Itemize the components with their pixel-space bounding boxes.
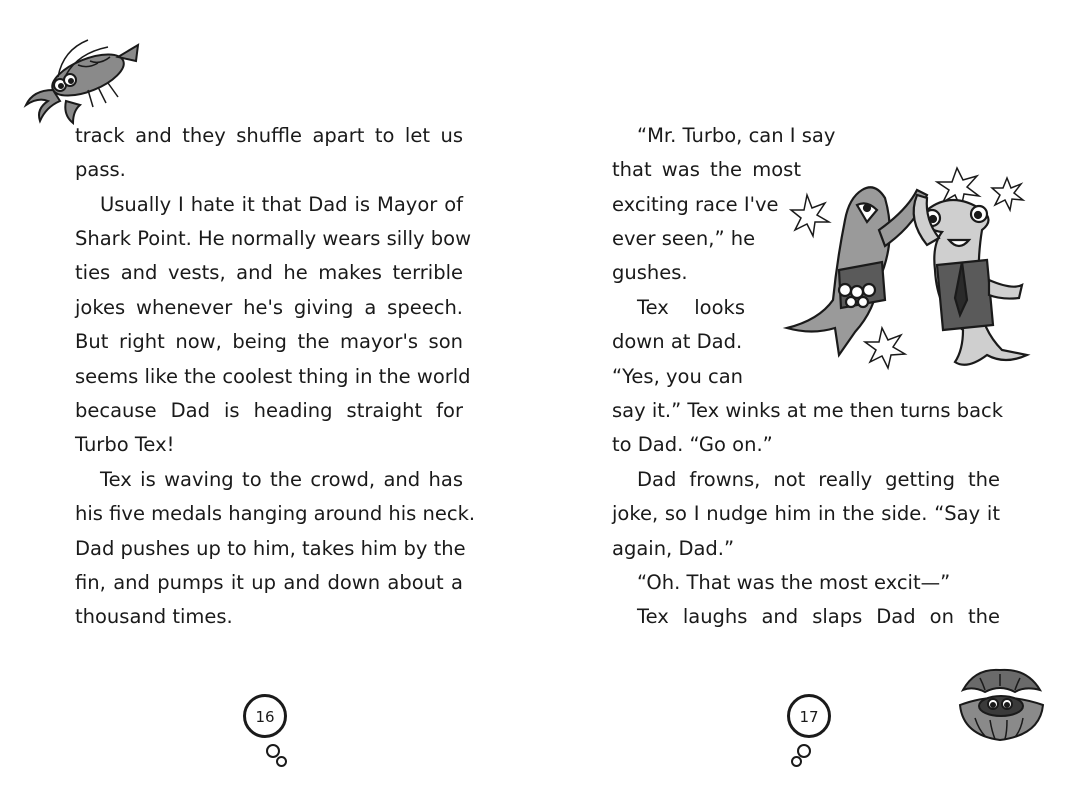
bubble-icon [791,756,802,767]
text-line: Usually I hate it that Dad is Mayor of [100,193,463,216]
starburst-icon [865,328,905,368]
text-line: pass. [75,158,126,181]
page-number: 16 [255,708,275,726]
text-line: Dad frowns, not really getting the [637,468,1000,491]
page-number-bubble [787,694,831,738]
text-line: ties and vests, and he makes terrible [75,261,463,284]
text-line: because Dad is heading straight for [75,399,463,422]
lobster-icon [18,35,143,125]
left-page [0,0,537,800]
text-line: say it.” Tex winks at me then turns back [612,399,1004,422]
text-line: to Dad. “Go on.” [612,433,773,456]
text-line: joke, so I nudge him in the side. “Say it [612,502,1000,525]
text-line: Shark Point. He normally wears silly bow [75,227,472,250]
text-line: Tex is waving to the crowd, and has [100,468,463,491]
text-line: seems like the coolest thing in the world [75,365,471,388]
text-line: gushes. [612,261,688,284]
text-line: down at Dad. [612,330,743,353]
text-line: ever seen,” he [612,227,756,250]
text-line: Tex laughs and slaps Dad on the [637,605,1000,628]
text-line: exciting race I've [612,193,779,216]
starburst-icon [992,178,1023,210]
text-line: “Yes, you can [612,365,744,388]
starburst-icon [791,195,829,236]
text-line: again, Dad.” [612,537,735,560]
text-line: that was the most [612,158,801,181]
text-line: jokes whenever he's giving a speech. [75,296,463,319]
text-line: thousand times. [75,605,233,628]
text-line: Dad pushes up to him, takes him by the [75,537,466,560]
page-number: 17 [799,708,819,726]
text-line: fin, and pumps it up and down about a [75,571,463,594]
sharks-high-five-illustration [767,150,1047,385]
text-line: track and they shuffle apart to let us [75,124,463,147]
text-line: his five medals hanging around his neck. [75,502,476,525]
text-line: Turbo Tex! [75,433,175,456]
text-line: Tex looks [637,296,745,319]
page-number-bubble [243,694,287,738]
right-page [537,0,1075,800]
text-line: “Oh. That was the most excit—” [637,571,951,594]
text-line: “Mr. Turbo, can I say [637,124,836,147]
clam-icon [955,660,1045,745]
text-line: But right now, being the mayor's son [75,330,463,353]
bubble-icon [276,756,287,767]
